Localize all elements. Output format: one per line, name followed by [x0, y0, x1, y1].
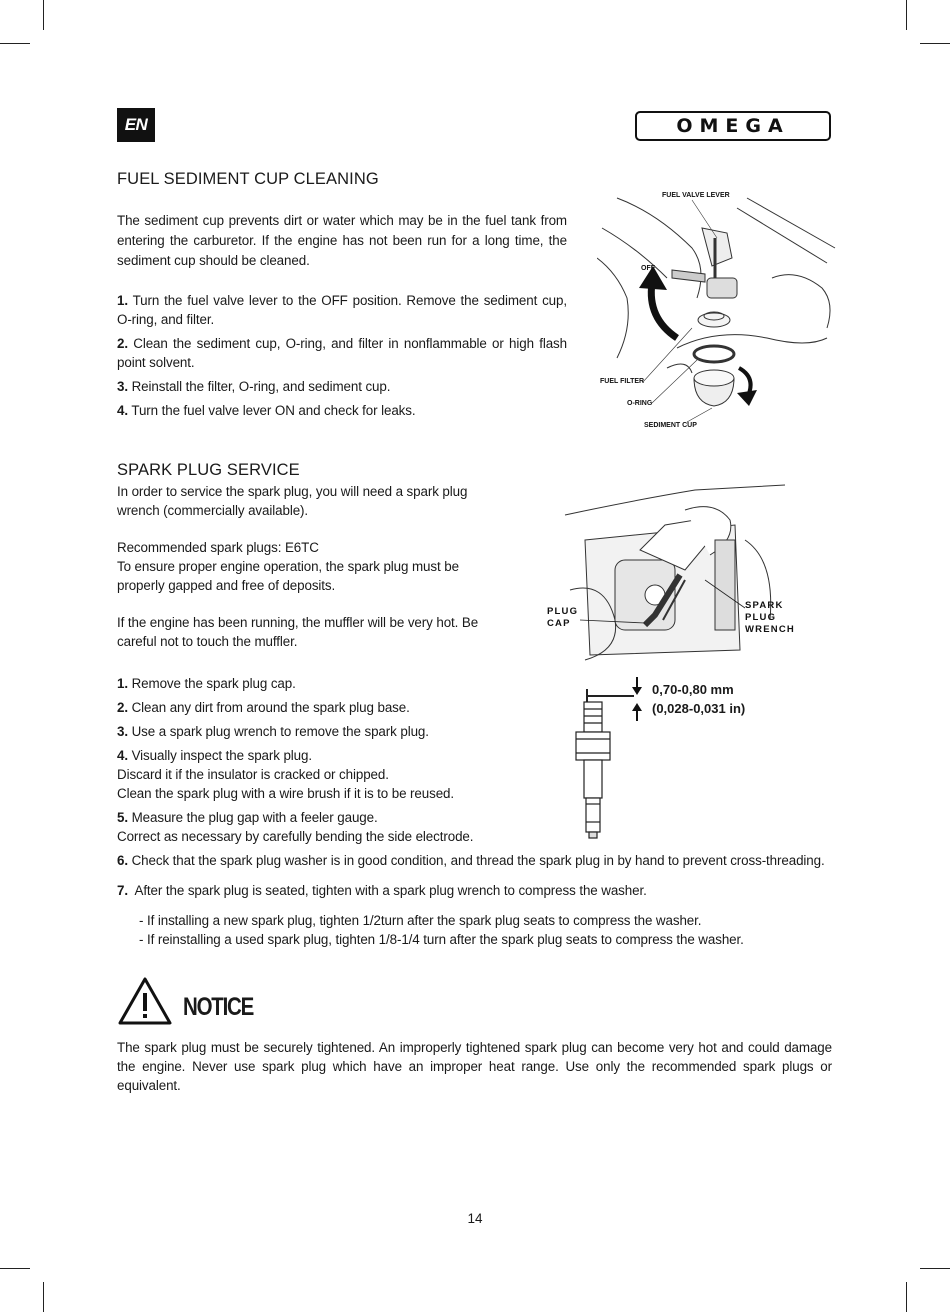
notice-text: The spark plug must be securely tightened. An improperly tightened spark plug can become very hot and could damage the engine. Never use spark plug which have an improper heat range. Use only the recommended spark plugs or equivalent. [117, 1040, 832, 1093]
crop-mark [906, 0, 907, 30]
fuel-step: 3. Reinstall the filter, O-ring, and sediment cup. [117, 379, 391, 394]
spark-step: 7. After the spark plug is seated, tighten with a spark plug wrench to compress the washer. [117, 883, 647, 898]
spark-step: 3. Use a spark plug wrench to remove the spark plug. [117, 724, 429, 739]
label-spark-plug-wrench: SPARK PLUG WRENCH [745, 600, 795, 635]
label-plug-cap: PLUG CAP [547, 606, 579, 629]
spark-section-title: SPARK PLUG SERVICE [117, 461, 300, 479]
spark-step: 2. Clean any dirt from around the spark plug base. [117, 700, 410, 715]
crop-mark [920, 43, 950, 44]
label-sediment-cup: SEDIMENT CUP [644, 422, 697, 429]
gap-mm: 0,70-0,80 mm [652, 682, 734, 697]
fuel-intro: The sediment cup prevents dirt or water which may be in the fuel tank from entering the carburetor. If the engine has not been run for a long time, the sediment cup should be cleaned. [117, 213, 567, 268]
spark-intro-3: If the engine has been running, the muffler will be very hot. Be careful not to touch the muffler. [117, 615, 479, 649]
tightening-note: - If reinstalling a used spark plug, tighten 1/8-1/4 turn after the spark plug seats to compress the washer. [139, 932, 744, 947]
label-off: OFF [641, 265, 655, 272]
crop-mark [920, 1268, 950, 1269]
crop-mark [43, 0, 44, 30]
page-number: 14 [467, 1211, 483, 1226]
spark-intro-2: To ensure proper engine operation, the spark plug must be properly gapped and free of deposits. [117, 559, 459, 593]
spark-step: 6. Check that the spark plug washer is in good condition, and thread the spark plug in by hand to prevent cross-threading. [117, 853, 825, 868]
spark-steps [117, 674, 832, 949]
label-fuel-valve-lever: FUEL VALVE LEVER [662, 192, 730, 199]
spark-intro-1: In order to service the spark plug, you will need a spark plug wrench (commercially available). [117, 484, 468, 518]
spark-step: 5. Measure the plug gap with a feeler gauge. Correct as necessary by carefully bending the side electrode. [117, 810, 474, 844]
fuel-step: 2. Clean the sediment cup, O-ring, and filter in nonflammable or high flash point solvent. [117, 336, 567, 370]
crop-mark [0, 1268, 30, 1269]
gap-in: (0,028-0,031 in) [652, 701, 746, 716]
spark-step: 1. Remove the spark plug cap. [117, 676, 296, 691]
warning-icon [117, 976, 173, 1026]
engine-drawing [545, 480, 805, 665]
fuel-step: 1. Turn the fuel valve lever to the OFF position. Remove the sediment cup, O-ring, and filter. [117, 293, 567, 327]
fuel-step: 4. Turn the fuel valve lever ON and check for leaks. [117, 403, 416, 418]
label-o-ring: O-RING [627, 400, 653, 407]
brand-logo: OMEGA [635, 111, 831, 141]
crop-mark [906, 1282, 907, 1312]
tightening-notes [117, 911, 832, 949]
spark-intro [117, 482, 502, 651]
spark-recommended: Recommended spark plugs: E6TC [117, 540, 319, 555]
fuel-section-title: FUEL SEDIMENT CUP CLEANING [117, 170, 379, 188]
notice-title: NOTICE [183, 993, 254, 1021]
spark-step: 4. Visually inspect the spark plug. Discard it if the insulator is cracked or chipped. Clean the spark plug with a wire brush if it is to be reused. [117, 748, 455, 801]
fuel-valve-illustration [597, 188, 837, 433]
fuel-valve-drawing [597, 188, 837, 433]
spark-plug-wrench-illustration [545, 480, 805, 665]
language-badge: EN [117, 108, 155, 142]
fuel-steps [117, 291, 567, 425]
crop-mark [0, 43, 30, 44]
label-fuel-filter: FUEL FILTER [600, 378, 645, 385]
crop-mark [43, 1282, 44, 1312]
tightening-note: - If installing a new spark plug, tighten 1/2turn after the spark plug seats to compress the washer. [139, 913, 702, 928]
